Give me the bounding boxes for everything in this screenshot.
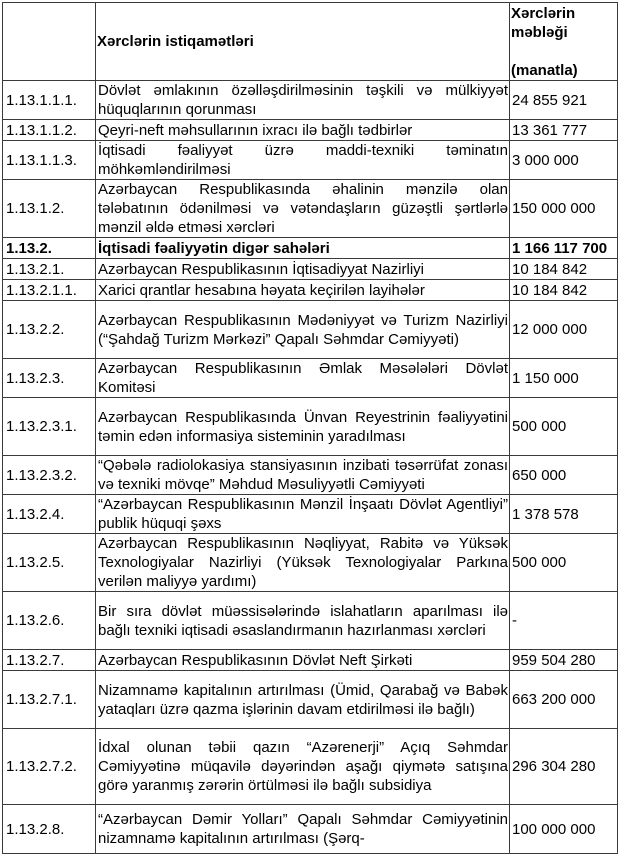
- row-amount-cell: 663 200 000: [510, 671, 618, 729]
- row-description-cell: “Azərbaycan Dəmir Yolları” Qapalı Səhmdar Cəmiyyətinin nizamnamə kapitalının artırılması (Şərq-: [96, 805, 510, 854]
- row-description-cell: Qeyri-neft məhsullarının ixracı ilə bağlı tədbirlər: [96, 120, 510, 141]
- row-code-cell: 1.13.2.1.: [3, 259, 96, 280]
- table-row: [3, 592, 618, 650]
- row-code-cell: 1.13.2.2.: [3, 301, 96, 359]
- row-description-cell: Bir sıra dövlət müəssisələrində islahatların aparılması ilə bağlı texniki iqtisadi əsaslandırmanın hazırlanması xərcləri: [96, 592, 510, 650]
- row-description-cell: “Qəbələ radiolokasiya stansiyasının inzibati təsərrüfat zonası və texniki mövqe” Məhdud Məsuliyyətli Cəmiyyəti: [96, 456, 510, 495]
- table-row: [3, 650, 618, 671]
- row-code-cell: 1.13.2.3.1.: [3, 398, 96, 456]
- row-amount-cell: 1 378 578: [510, 495, 618, 534]
- row-description-cell: Azərbaycan Respublikasında əhalinin mənzilə olan tələbatının ödənilməsi və vətəndaşların güzəştli şərtlərlə mənzil əldə etməsi xərcləri: [96, 180, 510, 238]
- header-empty-cell: [3, 3, 96, 81]
- row-amount-cell: 1 150 000: [510, 359, 618, 398]
- header-directions-cell: Xərclərin istiqamətləri: [96, 3, 510, 81]
- row-amount-cell: 1 166 117 700: [510, 238, 618, 259]
- row-code-cell: 1.13.1.1.1.: [3, 81, 96, 120]
- row-amount-cell: 500 000: [510, 534, 618, 592]
- table-row: [3, 301, 618, 359]
- table-row: [3, 359, 618, 398]
- row-code-cell: 1.13.2.1.1.: [3, 280, 96, 301]
- header-amount-line2: (manatla): [511, 62, 578, 79]
- row-description-cell: Dövlət əmlakının özəlləşdirilməsinin təşkili və mülkiyyət hüquqlarının qorunması: [96, 81, 510, 120]
- table-row: [3, 456, 618, 495]
- row-description-cell: İdxal olunan təbii qazın “Azərenerji” Açıq Səhmdar Cəmiyyətinə müqavilə dəyərindən aşağı qiymətə satışına görə yaranmış zərərin örtülməsi ilə bağlı subsidiya: [96, 729, 510, 805]
- row-amount-cell: 500 000: [510, 398, 618, 456]
- row-description-cell: Azərbaycan Respublikasının Əmlak Məsələləri Dövlət Komitəsi: [96, 359, 510, 398]
- table-row: [3, 280, 618, 301]
- row-description-cell: Azərbaycan Respublikasının Nəqliyyat, Rabitə və Yüksək Texnologiyalar Nazirliyi (Yüksək Texnologiyalar Parkına verilən maliyyə yardımı): [96, 534, 510, 592]
- row-amount-cell: -: [510, 592, 618, 650]
- row-code-cell: 1.13.2.8.: [3, 805, 96, 854]
- row-code-cell: 1.13.2.: [3, 238, 96, 259]
- table-row: [3, 120, 618, 141]
- row-description-cell: Azərbaycan Respublikasının İqtisadiyyat Nazirliyi: [96, 259, 510, 280]
- row-description-cell: “Azərbaycan Respublikasının Mənzil İnşaatı Dövlət Agentliyi” publik hüquqi şəxs: [96, 495, 510, 534]
- row-code-cell: 1.13.2.5.: [3, 534, 96, 592]
- row-code-cell: 1.13.2.7.: [3, 650, 96, 671]
- header-amount-line1: Xərclərin məbləği: [511, 5, 576, 41]
- row-code-cell: 1.13.1.1.3.: [3, 141, 96, 180]
- row-code-cell: 1.13.2.7.2.: [3, 729, 96, 805]
- row-code-cell: 1.13.1.2.: [3, 180, 96, 238]
- row-amount-cell: 10 184 842: [510, 280, 618, 301]
- row-amount-cell: 12 000 000: [510, 301, 618, 359]
- row-code-cell: 1.13.2.3.: [3, 359, 96, 398]
- table-header-row: [3, 3, 618, 81]
- row-amount-cell: 100 000 000: [510, 805, 618, 854]
- row-amount-cell: 150 000 000: [510, 180, 618, 238]
- table-row: [3, 180, 618, 238]
- row-amount-cell: 10 184 842: [510, 259, 618, 280]
- row-amount-cell: 24 855 921: [510, 81, 618, 120]
- table-row: [3, 671, 618, 729]
- row-description-cell: İqtisadi fəaliyyət üzrə maddi-texniki təminatın möhkəmləndirilməsi: [96, 141, 510, 180]
- row-code-cell: 1.13.2.7.1.: [3, 671, 96, 729]
- table-row: [3, 729, 618, 805]
- row-code-cell: 1.13.2.4.: [3, 495, 96, 534]
- row-description-cell: Azərbaycan Respublikasının Mədəniyyət və Turizm Nazirliyi (“Şahdağ Turizm Mərkəzi” Qapalı Səhmdar Cəmiyyəti): [96, 301, 510, 359]
- row-amount-cell: 296 304 280: [510, 729, 618, 805]
- table-row: [3, 141, 618, 180]
- row-amount-cell: 13 361 777: [510, 120, 618, 141]
- row-description-cell: İqtisadi fəaliyyətin digər sahələri: [96, 238, 510, 259]
- expenditures-table: [2, 2, 618, 854]
- header-amount-cell: [510, 3, 618, 81]
- table-row: [3, 81, 618, 120]
- row-code-cell: 1.13.2.6.: [3, 592, 96, 650]
- row-description-cell: Azərbaycan Respublikasında Ünvan Reyestrinin fəaliyyətini təmin edən informasiya sisteminin yaradılması: [96, 398, 510, 456]
- table-row-section-total: [3, 238, 618, 259]
- table-row: [3, 259, 618, 280]
- table-row: [3, 805, 618, 854]
- row-amount-cell: 3 000 000: [510, 141, 618, 180]
- row-code-cell: 1.13.2.3.2.: [3, 456, 96, 495]
- row-amount-cell: 959 504 280: [510, 650, 618, 671]
- row-description-cell: Xarici qrantlar hesabına həyata keçirilən layihələr: [96, 280, 510, 301]
- table-row: [3, 534, 618, 592]
- table-row: [3, 495, 618, 534]
- row-amount-cell: 650 000: [510, 456, 618, 495]
- table-row: [3, 398, 618, 456]
- row-description-cell: Nizamnamə kapitalının artırılması (Ümid, Qarabağ və Babək yataqları üzrə qazma işlərinin davam etdirilməsi ilə bağlı): [96, 671, 510, 729]
- row-code-cell: 1.13.1.1.2.: [3, 120, 96, 141]
- row-description-cell: Azərbaycan Respublikasının Dövlət Neft Şirkəti: [96, 650, 510, 671]
